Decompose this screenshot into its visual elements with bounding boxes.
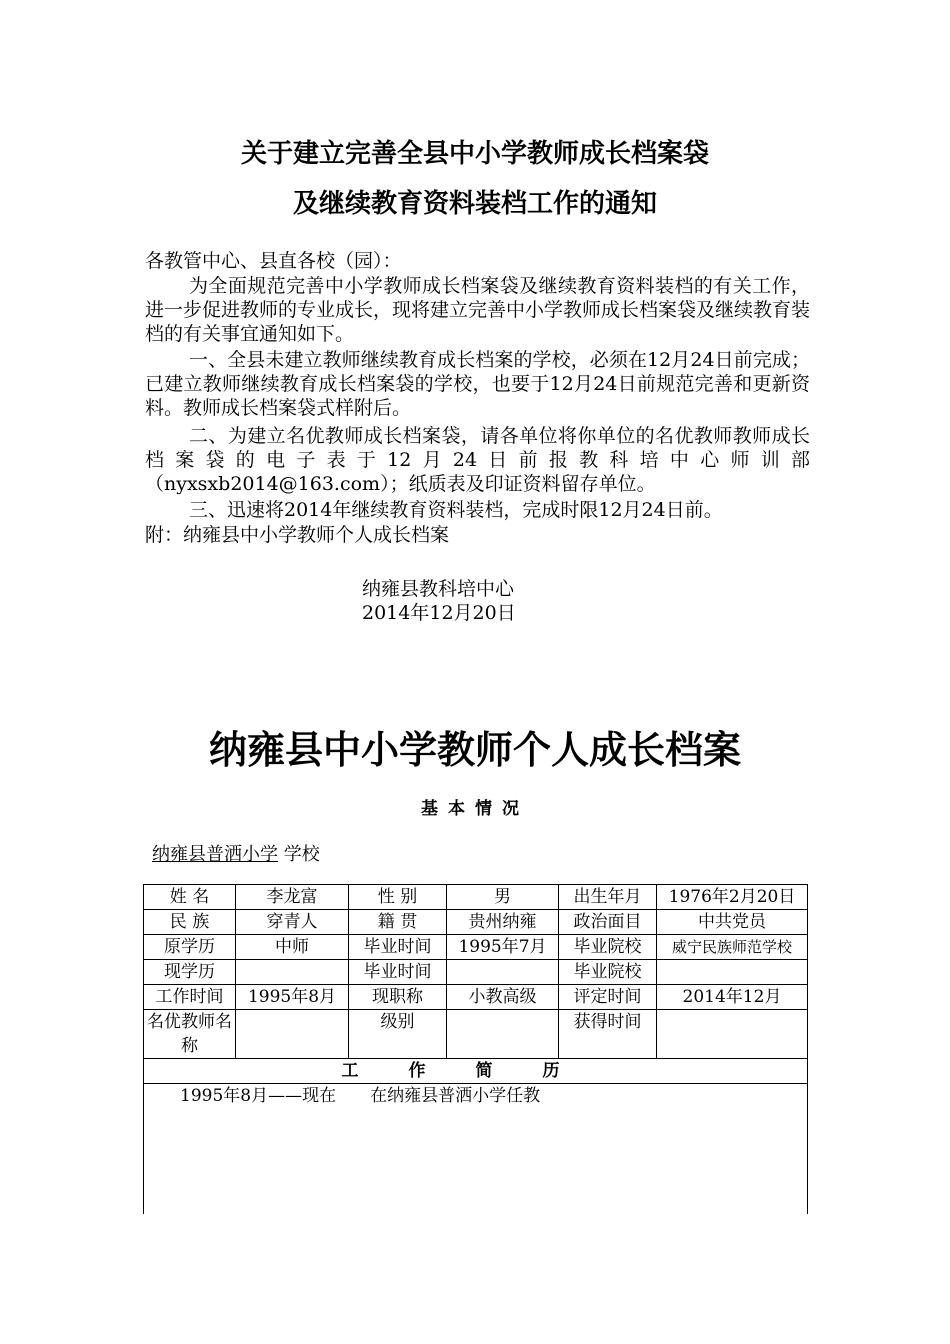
notice-title-line1: 关于建立完善全县中小学教师成长档案袋 [240, 139, 709, 169]
notice-paragraph: 为全面规范完善中小学教师成长档案袋及继续教育资料装档的有关工作，进一步促进教师的专业成长，现将建立完善中小学教师成长档案袋及继续教育装档的有关事宜通知如下。 [145, 275, 811, 345]
archive-title: 纳雍县中小学教师个人成长档案 [208, 727, 741, 772]
value-cell: 贵州纳雍 [447, 910, 559, 935]
value-cell [657, 1010, 808, 1059]
value-cell [447, 1010, 559, 1059]
value-cell: 李龙富 [236, 885, 349, 910]
value-cell: 小教高级 [447, 985, 559, 1010]
table-row [144, 985, 808, 1010]
label-cell: 姓 名 [144, 885, 236, 910]
table-row [144, 960, 808, 985]
table-row [144, 910, 808, 935]
label-cell: 现职称 [349, 985, 447, 1010]
school-line [152, 840, 320, 866]
value-cell [236, 1010, 349, 1059]
notice-paragraph: 三、迅速将2014年继续教育资料装档，完成时限12月24日前。 [189, 499, 723, 521]
value-cell: 中师 [236, 935, 349, 960]
value-cell: 中共党员 [657, 910, 808, 935]
table-row [144, 1010, 808, 1059]
label-cell: 获得时间 [559, 1010, 657, 1059]
attachment-note: 附：纳雍县中小学教师个人成长档案 [145, 524, 450, 546]
label-cell: 原学历 [144, 935, 236, 960]
table-row [144, 1059, 808, 1084]
work-history-entry: 1995年8月——现在 在纳雍县普洒小学任教 [144, 1084, 808, 1215]
notice-paragraph: 一、全县未建立教师继续教育成长档案的学校，必须在12月24日前完成；已建立教师继续教育成长档案袋的学校，也要于12月24日前规范完善和更新资料。教师成长档案袋式样附后。 [145, 349, 810, 419]
label-cell: 工作时间 [144, 985, 236, 1010]
label-cell: 毕业院校 [559, 935, 657, 960]
label-cell: 级别 [349, 1010, 447, 1059]
value-cell: 1976年2月20日 [657, 885, 808, 910]
value-cell [657, 960, 808, 985]
notice-paragraph: 二、为建立名优教师成长档案袋，请各单位将你单位的名优教师教师成长档案袋的电子表于12月24日前报教科培中心师训部（nyxsxb2014@163.com）；纸质表及印证资料留存单位。 [145, 425, 810, 495]
label-cell: 性 别 [349, 885, 447, 910]
work-history-header: 工作简历 [144, 1059, 808, 1084]
table-row [144, 1084, 808, 1215]
issuer: 纳雍县教科培中心 [362, 578, 515, 600]
basic-info-table [143, 884, 808, 1214]
label-cell: 民 族 [144, 910, 236, 935]
label-cell: 出生年月 [559, 885, 657, 910]
value-cell: 男 [447, 885, 559, 910]
school-name: 纳雍县普洒小学 [152, 844, 278, 865]
notice-title-line2: 及继续教育资料装档工作的通知 [292, 189, 657, 219]
school-suffix: 学校 [283, 844, 320, 865]
table-row [144, 885, 808, 910]
label-cell: 毕业时间 [349, 935, 447, 960]
value-cell [447, 960, 559, 985]
label-cell: 名优教师名称 [144, 1010, 236, 1059]
value-cell: 穿青人 [236, 910, 349, 935]
value-cell: 2014年12月 [657, 985, 808, 1010]
label-cell: 现学历 [144, 960, 236, 985]
value-cell: 1995年8月 [236, 985, 349, 1010]
label-cell: 评定时间 [559, 985, 657, 1010]
value-cell: 1995年7月 [447, 935, 559, 960]
table-row [144, 935, 808, 960]
value-cell: 威宁民族师范学校 [657, 935, 808, 960]
label-cell: 籍 贯 [349, 910, 447, 935]
label-cell: 毕业院校 [559, 960, 657, 985]
label-cell: 政治面目 [559, 910, 657, 935]
issue-date: 2014年12月20日 [362, 602, 516, 624]
salutation: 各教管中心、县直各校（园）： [145, 250, 402, 272]
archive-subtitle: 基本情况 [421, 799, 529, 819]
label-cell: 毕业时间 [349, 960, 447, 985]
value-cell [236, 960, 349, 985]
